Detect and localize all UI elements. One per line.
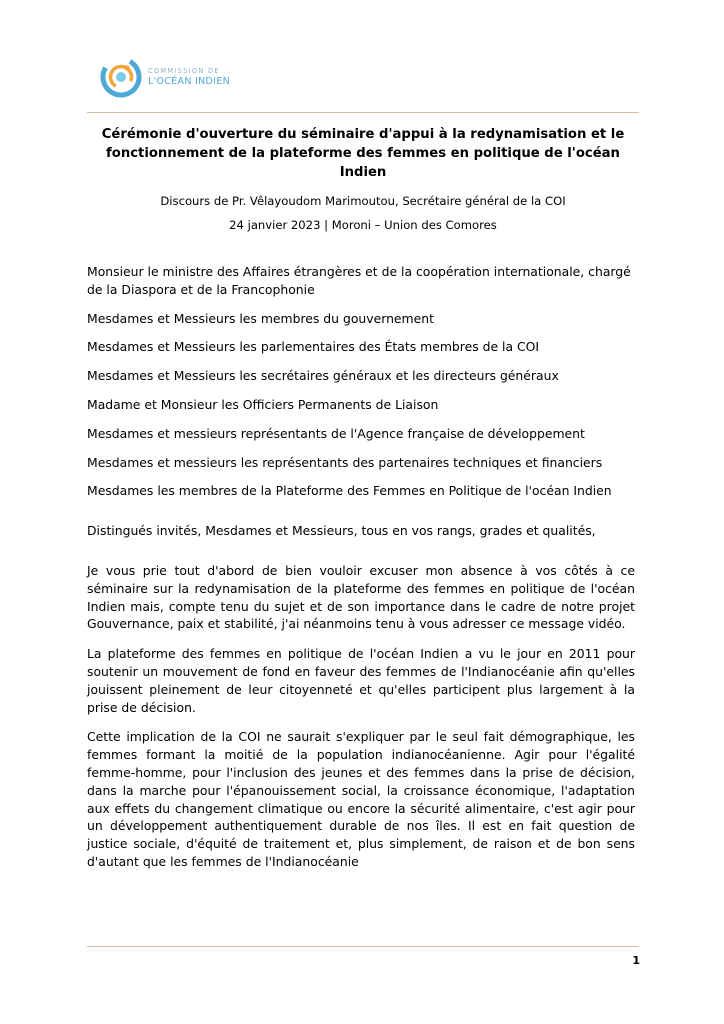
page-number: 1 — [632, 954, 640, 967]
speech-body — [87, 263, 635, 883]
greeting-line: Mesdames et messieurs les représentants des partenaires techniques et financiers — [87, 454, 603, 470]
greeting-line: Mesdames et Messieurs les membres du gouvernement — [87, 310, 434, 326]
header-divider — [87, 112, 639, 113]
greeting-line: Mesdames et Messieurs les parlementaires des États membres de la COI — [87, 339, 540, 355]
body-paragraph: La plateforme des femmes en politique de l'océan Indien a vu le jour en 2011 pour soutenir un mouvement de fond en faveur des femmes de l'Indianocéanie afin qu'elles jouissent pleinement de leur citoyenneté et qu'elles participent plus largement à la prise de décision. — [87, 646, 635, 715]
logo-line-1: COMMISSION DE — [148, 66, 220, 75]
greeting-line: Mesdames les membres de la Plateforme des Femmes en Politique de l'océan Indien — [87, 483, 612, 499]
greeting-line: Mesdames et Messieurs les secrétaires généraux et les directeurs généraux — [87, 368, 559, 384]
coi-logo — [99, 54, 230, 100]
speaker-line: Discours de Pr. Vêlayoudom Marimoutou, Secrétaire général de la COI — [160, 194, 566, 208]
greeting-line: Mesdames et messieurs représentants de l'Agence française de développement — [87, 425, 585, 441]
document-title: Cérémonie d'ouverture du séminaire d'appui à la redynamisation et le fonctionnement de la plateforme des femmes en politique de l'océan Indien — [101, 127, 625, 180]
coi-logo-icon — [99, 55, 143, 99]
body-paragraph: Je vous prie tout d'abord de bien vouloir excuser mon absence à vos côtés à ce séminaire sur la redynamisation de la plateforme des femmes en politique de l'océan Indien mais, compte tenu du sujet et de son importance dans le cadre de notre projet Gouvernance, paix et stabilité, j'ai néanmoins tenu à vous adresser ce message vidéo. — [87, 562, 635, 632]
greeting-line: Madame et Monsieur les Officiers Permanents de Liaison — [87, 396, 439, 412]
date-location: 24 janvier 2023 | Moroni – Union des Comores — [229, 218, 497, 232]
greeting-line: Distingués invités, Mesdames et Messieurs, tous en vos rangs, grades et qualités, — [87, 523, 596, 539]
logo-text — [148, 68, 230, 86]
footer-divider — [87, 946, 639, 947]
body-paragraph: Cette implication de la COI ne saurait s'expliquer par le seul fait démographique, les femmes formant la moitié de la population indianocéanienne. Agir pour l'égalité femme-homme, pour l'inclusion des jeunes et des femmes dans la prise de décision, dans la marche pour l'épanouissement social, la croissance économique, l'adaptation aux effets du changement climatique ou encore la sécurité alimentaire, c'est agir pour un développement authentiquement durable de nos îles. Il est en fait question de justice sociale, d'équité de traitement et, plus simplement, de raison et de bon sens d'autant que les femmes de l'Indianocéanie — [87, 729, 635, 869]
logo-line-2: L'OCÉAN INDIEN — [148, 75, 230, 87]
greeting-line: Monsieur le ministre des Affaires étrangères et de la coopération internationale, chargé de la Diaspora et de la Francophonie — [87, 264, 631, 297]
